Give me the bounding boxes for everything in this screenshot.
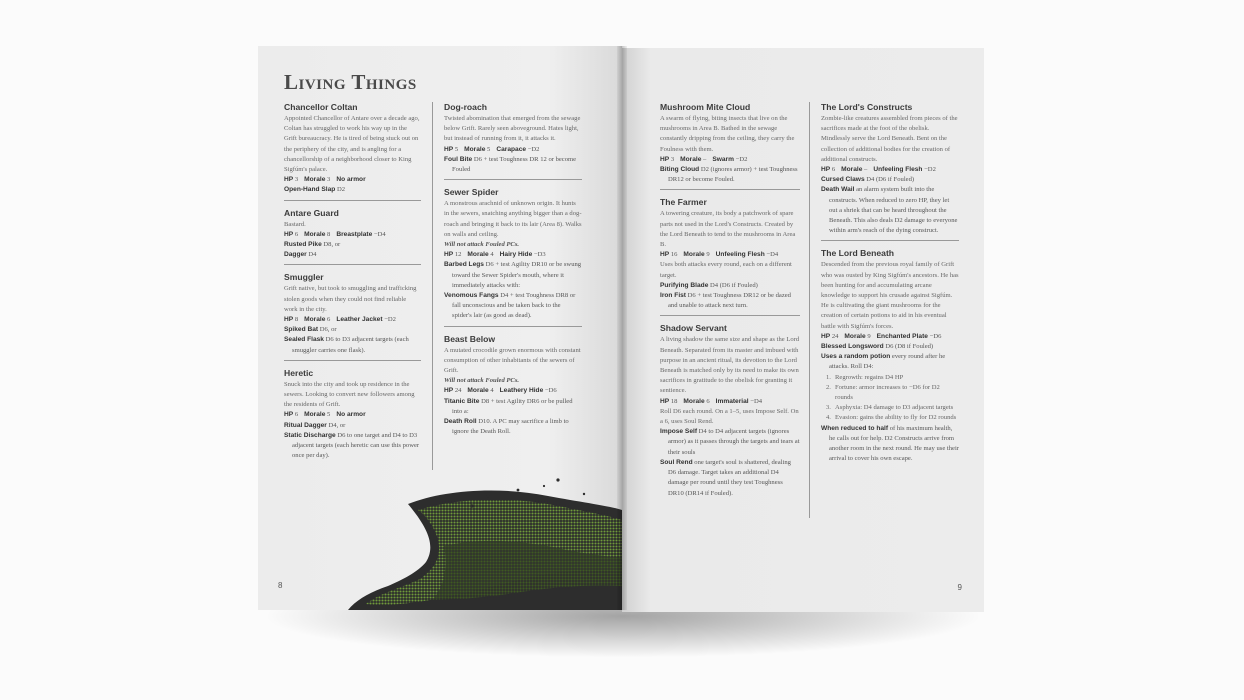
stat-label: Enchanted Plate — [876, 332, 928, 340]
stat-label: HP — [284, 316, 294, 324]
stat-label: Morale — [841, 166, 863, 174]
column-3 — [660, 102, 800, 510]
creature-note: Will not attack Fouled PCs. — [444, 241, 520, 249]
stat-value: −D4 — [766, 251, 779, 259]
stat-value: 12 — [454, 251, 462, 259]
stat-value: −D3 — [533, 251, 546, 259]
stat-value: 24 — [454, 387, 462, 395]
left-page — [258, 46, 622, 610]
stat-value: 18 — [670, 397, 678, 405]
creature-trait — [821, 424, 959, 465]
stat-label: Morale — [304, 176, 326, 184]
creature-description: Zombie-like creatures assembled from pieces of the sacrifices made at the foot of the obelisk. Mindlessly serve the Lord Beneath. Bent on the collection of additional bodies for the creation of additional constructs. — [821, 115, 958, 163]
attack-effect: an alarm system built into the constructs. When reduced to zero HP, they let out a shriek that can be heard throughout the Beneath. This also deals D2 damage to everyone within arm's reach of the dying construct. — [829, 186, 958, 235]
stat-value: 16 — [670, 251, 678, 259]
creature-stats — [284, 175, 421, 185]
stat-value: −D2 — [735, 155, 748, 163]
stat — [683, 251, 712, 258]
creature-attack — [821, 352, 959, 372]
page-number-left: 8 — [278, 581, 283, 590]
attack-effect: D6, or — [319, 326, 337, 334]
creature-attack — [444, 291, 582, 322]
stat — [683, 398, 712, 405]
stat-value: −D4 — [373, 230, 386, 238]
creature-description: A towering creature, its body a patchwork of spare parts not used in the Lord's Constructs. Created by the Lord Beneath to tend to the mushrooms in Area B. — [660, 210, 796, 249]
creature-stats — [660, 155, 800, 165]
creature-stats — [821, 165, 959, 175]
column-divider — [809, 102, 810, 518]
creature-name: Chancellor Coltan — [284, 102, 358, 112]
attack-name: Death Roll — [444, 418, 477, 426]
creature-stats — [444, 250, 582, 260]
stat-label: HP — [821, 166, 831, 174]
attack-name: Soul Rend — [660, 458, 693, 466]
creature-entry — [444, 334, 582, 442]
trait-effect: of his maximum health, he calls out for help. D2 Constructs arrive from another room in the next round. He may use their arrival to cover his own escape. — [829, 424, 960, 463]
attack-name: Rusted Pike — [284, 241, 322, 249]
creature-attack — [660, 281, 800, 291]
stat-label: Morale — [844, 332, 866, 340]
stat — [444, 251, 464, 258]
attack-effect: D8, or — [323, 241, 341, 249]
stat — [680, 156, 709, 163]
creature-stats — [660, 397, 800, 407]
stat-label: Morale — [683, 397, 705, 405]
stat-label: HP — [660, 155, 670, 163]
stat-value: 3 — [294, 176, 299, 184]
creature-attack — [444, 155, 582, 175]
stat-value: 9 — [867, 332, 871, 340]
creature-attack — [660, 165, 800, 185]
stat-label: Immaterial — [715, 397, 749, 405]
stat-value: 24 — [831, 332, 839, 340]
attack-name: Cursed Claws — [821, 176, 865, 184]
stat-value: 6 — [294, 230, 299, 238]
stat-label: Leathery Hide — [499, 387, 544, 395]
attack-effect: D6 to D3 adjacent targets (each smuggler carries one flask). — [292, 336, 409, 354]
attack-name: Foul Bite — [444, 155, 473, 163]
creature-entry — [284, 368, 421, 466]
creature-behavior: Roll D6 each round. On a 1–5, uses Impose Self. On a 6, uses Soul Rend. — [660, 407, 799, 426]
creature-attack — [284, 240, 421, 250]
list-text: Asphyxia: D4 damage to D3 adjacent targets — [835, 404, 954, 412]
creature-description: Grift native, but took to smuggling and trafficking stolen goods when they could not find reliable work in the city. — [284, 285, 417, 313]
stat-label: Morale — [467, 251, 489, 259]
stat-label: No armor — [336, 176, 366, 184]
creature-name: Dog-roach — [444, 102, 487, 112]
stat — [467, 251, 496, 258]
list-text: Regrowth: regains D4 HP — [835, 373, 904, 381]
page-heading: Living Things — [284, 70, 417, 94]
stat-label: Morale — [680, 155, 702, 163]
stat-label: HP — [444, 251, 454, 259]
stat-value: – — [703, 155, 707, 163]
attack-effect: D6 (D8 if Fouled) — [885, 343, 934, 351]
creature-entry — [660, 323, 800, 502]
stat-value: 4 — [490, 387, 494, 395]
stat — [284, 411, 301, 418]
attack-effect: D10. A PC may sacrifice a limb to ignore the Death Roll. — [452, 418, 569, 436]
stat-value: 6 — [706, 397, 710, 405]
creature-name: Smuggler — [284, 272, 324, 283]
creature-description: Twisted abomination that emerged from the sewage below Grift. Rarely seen aboveground. Hates light, but instead of running from it, it attacks it. — [444, 115, 581, 143]
potion-list-item — [826, 413, 959, 423]
attack-effect: D6 to one target and D4 to D3 adjacent targets (each heretic can use this power once per day). — [292, 431, 420, 460]
creature-note: Will not attack Fouled PCs. — [444, 377, 520, 385]
creature-attack — [284, 335, 421, 355]
potion-list-item — [826, 403, 959, 413]
creature-entry — [284, 102, 421, 201]
stat-value: 8 — [327, 230, 331, 238]
stat-label: HP — [284, 411, 294, 419]
list-number: 4. — [826, 414, 831, 422]
right-page — [622, 48, 984, 612]
stat-value: 8 — [294, 316, 299, 324]
stat — [444, 146, 461, 153]
stat-label: Carapace — [496, 145, 527, 153]
stat-value: 4 — [490, 251, 494, 259]
stat-value: – — [864, 166, 868, 174]
attack-name: Static Discharge — [284, 431, 336, 439]
attack-effect: D4 (D6 if Fouled) — [710, 281, 758, 289]
list-number: 3. — [826, 404, 831, 412]
creature-stats — [660, 250, 800, 260]
attack-name: Blessed Longsword — [821, 343, 884, 351]
list-text: Fortune: armor increases to −D6 for D2 rounds — [835, 383, 940, 402]
creature-stats — [821, 332, 959, 342]
stat-label: HP — [444, 387, 454, 395]
page-number-right: 9 — [957, 583, 962, 592]
stat-value: 5 — [327, 411, 331, 419]
creature-attack — [660, 458, 800, 499]
attack-effect: D8 + test Agility DR6 or be pulled into a: — [452, 397, 573, 415]
attack-effect: D4 (D6 if Fouled) — [866, 176, 915, 184]
creature-name: The Lord's Constructs — [821, 102, 913, 112]
stat-label: HP — [284, 176, 294, 184]
stat-label: Unfeeling Flesh — [873, 166, 923, 174]
attack-name: Barbed Legs — [444, 261, 484, 269]
creature-entry — [444, 187, 582, 326]
attack-name: Iron Fist — [660, 292, 687, 300]
stat-value: 6 — [831, 166, 836, 174]
stat-label: HP — [660, 251, 670, 259]
creature-attack — [660, 291, 800, 311]
creature-entry — [660, 197, 800, 316]
creature-name: Mushroom Mite Cloud — [660, 102, 751, 112]
creature-attack — [284, 250, 421, 260]
creature-stats — [444, 145, 582, 155]
creature-description: A monstrous arachnid of unknown origin. It hunts in the sewers, snatching anything bigger than a dog-roach and bringing it back to its lair (Area 8). Walks on walls and ceiling. — [444, 200, 582, 238]
stat — [467, 387, 496, 394]
stat-label: Morale — [304, 230, 326, 238]
potion-list-item — [826, 383, 959, 403]
stat-label: Unfeeling Flesh — [715, 251, 765, 259]
attack-name: Open-Hand Slap — [284, 186, 336, 194]
creature-name: Beast Below — [444, 333, 496, 344]
stat — [660, 156, 677, 163]
stat-label: Breastplate — [336, 230, 373, 238]
stat-label: Swarm — [712, 155, 734, 163]
stat-label: Morale — [304, 316, 326, 324]
attack-effect: every round after he attacks. Roll D4: — [829, 353, 946, 371]
stat — [284, 231, 301, 238]
attack-effect: D2 (ignores armor) + test Toughness DR12 or become Fouled. — [668, 166, 798, 184]
stat — [284, 176, 301, 183]
creature-name: Sewer Spider — [444, 187, 499, 198]
creature-attack — [821, 342, 959, 352]
stat — [304, 316, 333, 323]
stat-label: No armor — [336, 411, 366, 419]
attack-effect: D2 — [336, 186, 346, 194]
stat — [712, 156, 750, 163]
stat-label: Morale — [467, 387, 489, 395]
creature-description: A swarm of flying, biting insects that live on the mushrooms in Area B. Bathed in the sewage constantly dripping from the ceiling, they carry the Foulness with them. — [660, 115, 795, 153]
creature-stats — [284, 410, 421, 420]
creature-name: Antare Guard — [284, 207, 339, 218]
attack-name: Biting Cloud — [660, 166, 700, 174]
creature-entry — [821, 102, 959, 241]
creature-attack — [284, 185, 421, 195]
stat — [873, 166, 939, 173]
stat-label: Morale — [464, 145, 486, 153]
trait-name: When reduced to half — [821, 424, 889, 432]
potion-list — [821, 373, 959, 424]
stat-label: HP — [660, 397, 670, 405]
stat — [496, 146, 542, 153]
potion-list-item — [826, 373, 959, 383]
creature-attack — [444, 417, 582, 437]
attack-name: Sealed Flask — [284, 336, 324, 344]
stat — [660, 398, 680, 405]
creature-description: A mutated crocodile grown enormous with constant consumption of other inhabitants of the sewers of Grift. — [444, 346, 581, 375]
column-divider — [432, 102, 433, 470]
stat — [877, 333, 945, 340]
stat — [500, 387, 560, 394]
column-1 — [284, 102, 421, 472]
stat-value: 5 — [487, 145, 491, 153]
attack-effect: D4, or — [328, 421, 346, 429]
stat — [844, 333, 873, 340]
list-text: Evasion: gains the ability to fly for D2 rounds — [835, 414, 957, 422]
attack-name: Venomous Fangs — [444, 292, 499, 300]
stat — [500, 251, 549, 258]
stat-value: −D2 — [384, 316, 396, 324]
attack-effect: one target's soul is shattered, dealing D6 damage. Target takes an additional D4 damage per round until they test Toughness DR10 (DR14 if Fouled). — [668, 458, 791, 497]
creature-stats — [284, 230, 421, 240]
creature-attack — [284, 325, 421, 335]
stat-label: HP — [444, 145, 454, 153]
creature-entry — [284, 272, 421, 360]
stat-value: 6 — [294, 411, 299, 419]
creature-entry — [821, 248, 959, 468]
creature-description: Descended from the previous royal family of Grift who was ousted by King Sigfúm's ancestors. He has been hunting for and accumulating arcane knowledge to support his crusade against Sigfúm. He is cultivating the giant mushrooms for the creation of certain potions to aid in his eventual battle with Sigfúm's forces. — [821, 261, 959, 330]
attack-effect: D4 to D4 adjacent targets (ignores armor) as it passes through the targets and tears at their souls — [668, 428, 800, 456]
attack-effect: D6 + test Toughness DR12 or be dazed and unable to attack next turn. — [668, 292, 791, 310]
stat — [304, 231, 333, 238]
creature-entry — [444, 102, 582, 180]
creature-attack — [444, 260, 582, 291]
stat-label: HP — [284, 230, 294, 238]
attack-name: Ritual Dagger — [284, 421, 327, 429]
creature-attack — [660, 427, 800, 458]
attack-name: Dagger — [284, 251, 307, 259]
stat — [821, 333, 841, 340]
stat — [304, 176, 333, 183]
stat-label: Leather Jacket — [336, 316, 383, 324]
creature-attack — [284, 431, 421, 462]
column-2 — [444, 102, 582, 448]
attack-name: Impose Self — [660, 428, 698, 436]
book-spine — [617, 46, 627, 610]
creature-attack — [821, 185, 959, 236]
creature-attack — [444, 397, 582, 417]
creature-stats — [444, 386, 582, 396]
crocodile-illustration — [348, 476, 622, 610]
stat-value: −D2 — [527, 145, 540, 153]
stat — [336, 316, 399, 323]
creature-description: Snuck into the city and took up residence in the sewers. Looking to convert new followers among the residents of Grift. — [284, 380, 415, 409]
stat-value: 6 — [327, 316, 331, 324]
creature-name: Shadow Servant — [660, 323, 727, 334]
stat — [284, 316, 301, 323]
stat — [660, 251, 680, 258]
stat — [821, 166, 838, 173]
stat-label: Morale — [304, 411, 326, 419]
attack-name: Spiked Bat — [284, 326, 319, 334]
stat-value: 3 — [670, 155, 675, 163]
creature-name: Heretic — [284, 367, 314, 378]
list-number: 1. — [826, 373, 831, 381]
creature-attack — [821, 175, 959, 185]
creature-entry — [284, 208, 421, 266]
attack-effect: D6 + test Toughness DR 12 or become Fouled — [452, 155, 577, 174]
stat-label: HP — [821, 332, 831, 340]
stat — [336, 411, 368, 418]
stat — [841, 166, 870, 173]
attack-effect: D6 + test Agility DR10 or be swung toward the Sewer Spider's mouth, where it immediately attacks with: — [452, 261, 582, 289]
creature-behavior: Uses both attacks every round, each on a different target. — [660, 261, 792, 279]
stat-value: −D2 — [924, 166, 936, 174]
stat — [336, 176, 368, 183]
stat — [444, 387, 464, 394]
stat-value: −D4 — [750, 397, 763, 405]
stat-value: 5 — [454, 145, 459, 153]
creature-description: Bastard. — [284, 220, 306, 228]
list-number: 2. — [826, 383, 831, 391]
stat-label: Morale — [683, 251, 705, 259]
stat-value: 3 — [327, 176, 331, 184]
stat — [304, 411, 333, 418]
creature-stats — [284, 315, 421, 325]
stat-value: 9 — [706, 251, 710, 259]
stat-value: −D6 — [544, 387, 557, 395]
attack-name: Death Wail — [821, 186, 855, 194]
column-4 — [821, 102, 959, 476]
stat — [336, 231, 388, 238]
creature-description: Appointed Chancellor of Antare over a decade ago, Coltan has struggled to work his way up in the Grift bureaucracy. He is tired of being stuck out on the periphery of the city, and is angling for a chancellorship of a neighborhood closer to King Sigfúm's palace. — [284, 115, 420, 174]
stat — [716, 251, 782, 258]
creature-name: The Farmer — [660, 197, 707, 208]
attack-effect: D4 — [308, 251, 317, 259]
stat-label: Hairy Hide — [499, 251, 533, 259]
stat — [716, 398, 765, 405]
attack-name: Purifying Blade — [660, 281, 709, 289]
creature-entry — [660, 102, 800, 190]
attack-name: Titanic Bite — [444, 397, 480, 405]
attack-effect: D4 + test Toughness DR8 or fall unconscious and be taken back to the spider's lair (as good as dead). — [452, 292, 576, 320]
stat — [464, 146, 493, 153]
attack-name: Uses a random potion — [821, 353, 891, 361]
creature-description: A living shadow the same size and shape as the Lord Beneath. Separated from its master and imbued with purpose in an ancient ritual, its devotion to the Lord Beneath is matched only by its need to make its own sacrifices in gratitude to the obelisk for granting it sentience. — [660, 336, 800, 395]
stat-value: −D6 — [929, 332, 942, 340]
creature-name: The Lord Beneath — [821, 248, 895, 259]
creature-attack — [284, 421, 421, 431]
